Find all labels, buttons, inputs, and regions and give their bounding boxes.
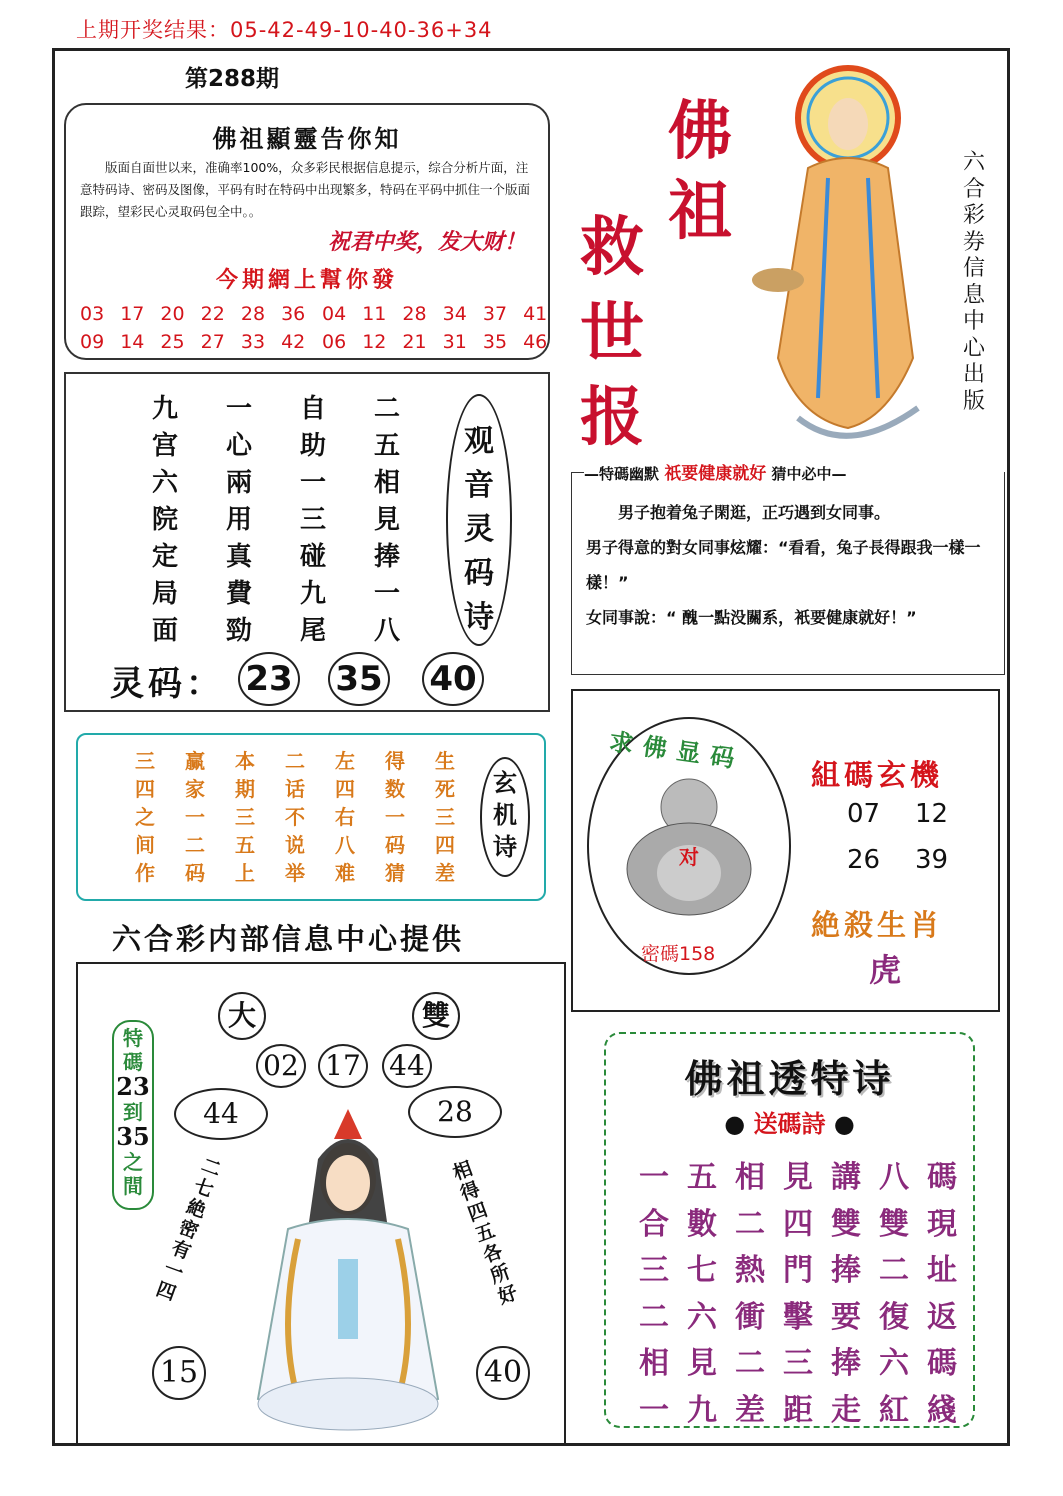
joke-line-2: 男子得意的對女同事炫耀：“看看，兔子長得跟我一樣一樣！” — [586, 538, 981, 592]
top-number-3: 44 — [382, 1044, 432, 1088]
poem-char: 家 — [185, 777, 205, 801]
poem-char: 三 — [235, 805, 255, 829]
poem-char: 七 — [687, 1253, 717, 1288]
masthead-char-3: 救 — [580, 210, 644, 285]
bodhisattva-illustration — [738, 58, 948, 458]
poem-char: 講 — [831, 1160, 861, 1195]
poem-char: 间 — [135, 833, 155, 857]
poem-char: 綫 — [927, 1392, 957, 1428]
combo-number-3: 26 — [847, 845, 881, 875]
provider-line: 六合彩内部信息中心提供 — [112, 922, 465, 956]
guanyin-title-char: 码 — [464, 556, 494, 591]
poem-char: 見 — [783, 1160, 813, 1195]
sub-title: 送碼詩 — [753, 1110, 826, 1138]
poem-char: 数 — [385, 777, 405, 801]
masthead-char-1: 佛 — [668, 94, 732, 169]
poem-char: 雙 — [831, 1206, 861, 1242]
poem-char: 一 — [639, 1160, 669, 1195]
buddha-mark: 对 — [679, 845, 699, 869]
poem-char: 六 — [151, 468, 178, 498]
poem-char: 門 — [783, 1253, 813, 1288]
guanyin-title-char: 音 — [464, 468, 494, 503]
poem-char: 熱 — [735, 1253, 765, 1288]
poem-char: 碰 — [299, 542, 326, 572]
issue-number: 第288期 — [185, 66, 280, 92]
poem-char: 四 — [335, 777, 355, 801]
poem-char: 三 — [299, 505, 326, 535]
poem-char: 三 — [135, 749, 155, 773]
poem-char: 五 — [687, 1160, 717, 1195]
poem-char: 生 — [435, 749, 455, 773]
publisher-vertical: 六合彩券信息中心出版 — [962, 150, 985, 414]
lingma-code-2: 35 — [328, 652, 390, 706]
poem-char: 面 — [151, 616, 178, 646]
lingma-code-3: 40 — [422, 652, 484, 706]
numbers-left-row-2: 09 14 25 27 33 42 — [80, 331, 306, 353]
xuanji-poem-box — [76, 733, 546, 901]
range-to: 35 — [116, 1122, 150, 1151]
poem-char: 五 — [373, 431, 400, 461]
poem-char: 举 — [285, 861, 305, 885]
oval-number-left: 44 — [174, 1088, 268, 1140]
today-title: 今期網上幫你發 — [215, 268, 398, 293]
combo-number-4: 39 — [915, 845, 949, 875]
buddha-oval — [587, 717, 791, 975]
poem-char: 見 — [373, 505, 400, 535]
range-from: 23 — [116, 1072, 150, 1101]
poem-char: 定 — [151, 542, 178, 572]
poem-char: 上 — [235, 861, 255, 885]
guanyin-poem-title-oval — [446, 394, 512, 646]
poem-char: 二 — [185, 833, 205, 857]
poem-char: 八 — [373, 616, 400, 646]
xuanji-poem-grid — [120, 745, 470, 885]
joke-line-3: 女同事說：“ 醜一點没關系，衹要健康就好！” — [586, 608, 917, 627]
range-end-char: 間 — [123, 1174, 143, 1198]
verse-right: 相得四五各所好 — [450, 1157, 521, 1309]
corner-number-right: 40 — [476, 1346, 530, 1400]
poem-char: 差 — [735, 1392, 765, 1428]
top-number-2: 17 — [318, 1044, 368, 1088]
xuanji-title-char: 诗 — [493, 833, 517, 861]
poem-char: 復 — [879, 1299, 909, 1335]
poem-char: 勁 — [225, 616, 252, 646]
buddha-code-box — [571, 689, 1000, 1012]
xuanji-title-oval — [480, 757, 530, 877]
lingma-label: 灵码： — [110, 664, 224, 704]
special-char: 特 — [123, 1026, 143, 1050]
poem-char: 二 — [879, 1253, 909, 1288]
poem-char: 九 — [687, 1392, 717, 1428]
poem-char: 碼 — [927, 1346, 957, 1381]
corner-number-left: 15 — [152, 1346, 206, 1400]
poem-char: 相 — [639, 1346, 669, 1381]
special-poem-grid — [630, 1152, 966, 1431]
range-to-word: 到 — [123, 1100, 143, 1124]
oval-number-right: 28 — [408, 1086, 502, 1138]
poem-char: 码 — [185, 861, 205, 885]
poem-char: 費 — [225, 579, 252, 609]
poem-char: 紅 — [879, 1392, 909, 1428]
xuanji-title-char: 玄 — [493, 769, 517, 797]
bullet-icon: ● — [833, 1110, 855, 1138]
poem-char: 一 — [639, 1392, 669, 1428]
poem-char: 得 — [385, 749, 405, 773]
lower-left-box — [76, 962, 566, 1444]
last-result-label: 上期开奖结果： — [76, 18, 230, 42]
poem-char: 期 — [235, 777, 255, 801]
poem-char: 四 — [435, 833, 455, 857]
guanyin-poem-grid — [128, 388, 424, 647]
poem-char: 码 — [385, 833, 405, 857]
poem-char: 返 — [927, 1299, 957, 1335]
wish-text: 祝君中奖，发大财！ — [327, 230, 526, 255]
poem-char: 二 — [735, 1346, 765, 1381]
special-char: 碼 — [123, 1050, 143, 1074]
poem-char: 自 — [299, 394, 326, 424]
special-poem-sub — [606, 1104, 973, 1139]
masthead-char-2: 祖 — [668, 174, 732, 249]
numbers-right-row-1: 04 11 28 34 37 41 — [322, 303, 548, 325]
poem-char: 助 — [299, 431, 326, 461]
xuanji-title-char: 机 — [493, 801, 517, 829]
poem-char: 現 — [927, 1206, 957, 1242]
poem-char: 四 — [135, 777, 155, 801]
joke-text — [586, 495, 992, 635]
special-poem-box — [604, 1032, 975, 1428]
guanyin-title-char: 灵 — [464, 512, 494, 547]
poem-char: 擊 — [783, 1299, 813, 1335]
poem-char: 八 — [335, 833, 355, 857]
poem-char: 二 — [735, 1206, 765, 1242]
combo-title: 組碼玄機 — [811, 758, 944, 792]
masthead-char-5: 报 — [580, 380, 644, 455]
joke-title: 祇要健康就好 — [664, 464, 767, 484]
poem-char: 數 — [687, 1206, 717, 1242]
poem-char: 作 — [135, 861, 155, 885]
poem-char: 見 — [687, 1346, 717, 1381]
kill-zodiac: 虎 — [869, 951, 902, 989]
poem-char: 捧 — [373, 542, 400, 572]
poem-char: 六 — [879, 1346, 909, 1381]
poem-char: 死 — [435, 777, 455, 801]
poem-char: 四 — [783, 1206, 813, 1242]
poem-char: 一 — [373, 579, 400, 609]
poem-char: 猜 — [385, 861, 405, 885]
verse-left: 二七絶密有一四 — [153, 1154, 224, 1306]
bullet-icon: ● — [724, 1110, 746, 1138]
range-end-char: 之 — [123, 1150, 143, 1174]
poem-char: 局 — [151, 579, 178, 609]
joke-header: —特碼幽默 祇要健康就好 猜中必中— — [584, 459, 1004, 484]
poem-char: 不 — [285, 805, 305, 829]
numbers-right-row-2: 06 12 21 31 35 46 — [322, 331, 548, 353]
poem-char: 衝 — [735, 1299, 765, 1335]
combo-number-2: 12 — [915, 799, 949, 829]
poem-char: 距 — [783, 1392, 813, 1428]
guanyin-title-char: 观 — [464, 424, 494, 459]
poem-char: 心 — [225, 431, 252, 461]
poem-char: 宫 — [151, 431, 178, 461]
numbers-left-row-1: 03 17 20 22 28 36 — [80, 303, 306, 325]
poem-char: 真 — [225, 542, 252, 572]
buddha-code-title: 求佛显码 — [607, 727, 746, 775]
secret-code: 密碼158 — [641, 943, 716, 965]
poem-char: 九 — [299, 579, 326, 609]
joke-box — [571, 464, 1005, 675]
poem-char: 难 — [335, 861, 355, 885]
lingma-code-1: 23 — [238, 652, 300, 706]
joke-suffix: 猜中必中 — [771, 465, 832, 483]
double-badge: 雙 — [412, 992, 460, 1040]
poem-char: 赢 — [185, 749, 205, 773]
poem-char: 差 — [435, 861, 455, 885]
poem-char: 尾 — [299, 616, 326, 646]
poem-char: 二 — [639, 1299, 669, 1335]
poem-char: 右 — [335, 805, 355, 829]
poem-char: 一 — [225, 394, 252, 424]
poem-char: 九 — [151, 394, 178, 424]
poem-char: 要 — [831, 1299, 861, 1335]
top-number-1: 02 — [256, 1044, 306, 1088]
poem-char: 一 — [299, 468, 326, 498]
masthead-char-4: 世 — [580, 296, 644, 371]
poem-char: 二 — [285, 749, 305, 773]
guanyin-illustration — [238, 1099, 458, 1444]
poem-char: 五 — [235, 833, 255, 857]
poem-char: 相 — [373, 468, 400, 498]
big-badge: 大 — [218, 992, 266, 1040]
poem-char: 捧 — [831, 1253, 861, 1288]
poem-char: 说 — [285, 833, 305, 857]
special-poem-title: 佛祖透特诗 — [684, 1056, 895, 1101]
poem-char: 一 — [385, 805, 405, 829]
notice-box — [64, 103, 550, 360]
notice-paragraph: 版面自面世以来，准确率100%，众多彩民根据信息提示，综合分析片面，注意特码诗、密码及图像，平码有时在特码中出现繁多，特码在平码中抓住一个版面跟踪，望彩民心灵取码包全中。。 — [80, 160, 531, 219]
poem-char: 相 — [735, 1160, 765, 1195]
guanyin-poem-box — [64, 372, 550, 712]
poem-char: 二 — [373, 394, 400, 424]
kill-title: 絶殺生肖 — [811, 908, 944, 942]
guanyin-title-char: 诗 — [464, 600, 494, 635]
last-result-line — [76, 14, 493, 44]
poem-char: 话 — [285, 777, 305, 801]
poem-char: 一 — [185, 805, 205, 829]
poem-char: 碼 — [927, 1160, 957, 1195]
last-result-numbers: 05-42-49-10-40-36+34 — [230, 18, 493, 42]
joke-label: 特碼幽默 — [599, 465, 660, 483]
combo-number-1: 07 — [847, 799, 881, 829]
poem-char: 本 — [235, 749, 255, 773]
poem-char: 三 — [435, 805, 455, 829]
poem-char: 走 — [831, 1392, 861, 1428]
poem-char: 捧 — [831, 1346, 861, 1381]
poem-char: 院 — [151, 505, 178, 535]
poem-char: 用 — [225, 505, 252, 535]
poem-char: 合 — [639, 1206, 669, 1242]
poem-char: 三 — [783, 1346, 813, 1381]
notice-title: 佛祖顯靈告你知 — [212, 124, 402, 153]
poem-char: 址 — [927, 1253, 957, 1288]
poem-char: 兩 — [225, 468, 252, 498]
poem-char: 六 — [687, 1299, 717, 1335]
poem-char: 雙 — [879, 1206, 909, 1242]
poem-char: 之 — [135, 805, 155, 829]
special-range-box — [112, 1020, 154, 1210]
poem-char: 左 — [335, 749, 355, 773]
poem-char: 八 — [879, 1160, 909, 1195]
joke-line-1: 男子抱着兔子閑逛，正巧遇到女同事。 — [618, 503, 891, 522]
poem-char: 三 — [639, 1253, 669, 1288]
